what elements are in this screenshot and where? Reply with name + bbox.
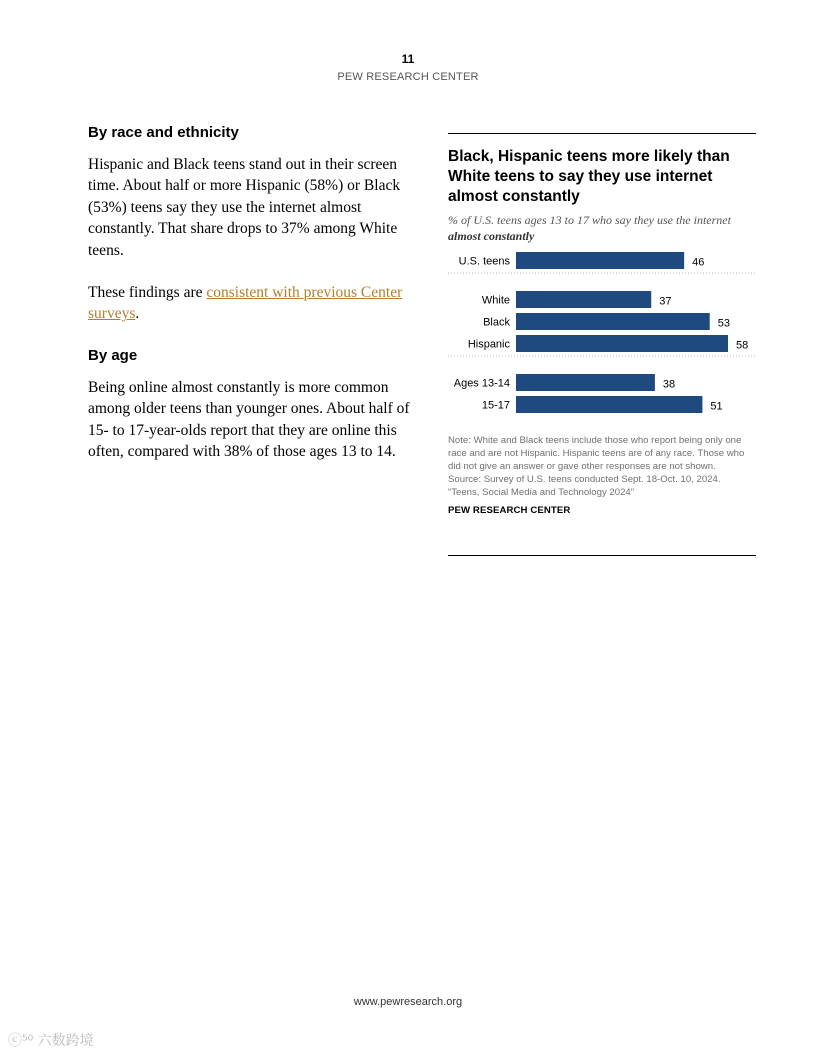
footer-url: www.pewresearch.org xyxy=(353,996,463,1008)
bar-label-white: White xyxy=(481,294,510,307)
bar-label-u-s-teens: U.S. teens xyxy=(458,255,510,268)
bar-value-u-s-teens: 46 xyxy=(692,256,705,269)
article-body xyxy=(88,122,428,462)
chart-subtitle xyxy=(448,212,756,244)
bar-15-17 xyxy=(516,396,702,413)
bar-u-s-teens xyxy=(516,252,684,269)
chart-source: Source: Survey of U.S. teens conducted Sept. 18-Oct. 10, 2024. xyxy=(448,474,721,485)
bar-label-hispanic: Hispanic xyxy=(467,338,510,351)
bar-black xyxy=(516,313,710,330)
bar-label-15-17: 15-17 xyxy=(481,399,510,412)
section-heading-age: By age xyxy=(88,346,138,364)
chart-source-report: “Teens, Social Media and Technology 2024” xyxy=(448,487,634,498)
chart-brand: PEW RESEARCH CENTER xyxy=(448,505,571,516)
bar-ages-13-14 xyxy=(516,374,655,391)
bar-label-black: Black xyxy=(483,316,510,329)
chart-panel xyxy=(448,133,756,516)
section-heading-race: By race and ethnicity xyxy=(88,124,239,141)
chart-subtitle-emphasis: almost constantly xyxy=(448,229,535,243)
bar-label-ages-13-14: Ages 13-14 xyxy=(453,377,510,390)
bar-value-ages-13-14: 38 xyxy=(662,378,676,391)
chart-top-rule xyxy=(448,133,756,134)
chart-subtitle-text: % of U.S. teens ages 13 to 17 who say they use the internet xyxy=(448,213,731,227)
chart-title: Black, Hispanic teens more likely than White teens to say they use internet almost constantly xyxy=(448,148,730,205)
bar-value-black: 53 xyxy=(717,317,730,330)
paragraph-age: Being online almost constantly is more common among older teens than younger ones. About half of 15- to 17-year-olds report that they are online this often, compared with 38% of those ages 13 to 14. xyxy=(88,378,410,461)
paragraph-findings-lead: These findings are xyxy=(88,284,207,302)
paragraph-findings-end: . xyxy=(135,305,140,323)
page-number: 11 xyxy=(401,52,415,66)
page-header-org: PEW RESEARCH CENTER xyxy=(337,71,479,83)
chart-bottom-rule xyxy=(448,555,756,556)
bar-value-hispanic: 58 xyxy=(736,339,749,352)
bar-value-white: 37 xyxy=(659,295,672,308)
previous-surveys-link[interactable]: consistent with previous Center surveys xyxy=(88,284,403,323)
bar-white xyxy=(516,291,651,308)
paragraph-race: Hispanic and Black teens stand out in their screen time. About half or more Hispanic (58%) or Black (53%) teens say they use the internet almost constantly. That share drops to 37% among White teens. xyxy=(88,156,401,259)
chart-note: Note: White and Black teens include those who report being only one race and are not Hispanic. Hispanic teens are of any race. Those who did not give an answer or gave other responses are not shown. xyxy=(448,435,745,472)
bar-value-15-17: 51 xyxy=(710,400,723,413)
bar-hispanic xyxy=(516,335,728,352)
paragraph-findings xyxy=(88,282,428,325)
bar-chart xyxy=(448,244,756,428)
watermark-logo: ⓒ⁵⁰ 六数跨境 xyxy=(8,1033,94,1049)
